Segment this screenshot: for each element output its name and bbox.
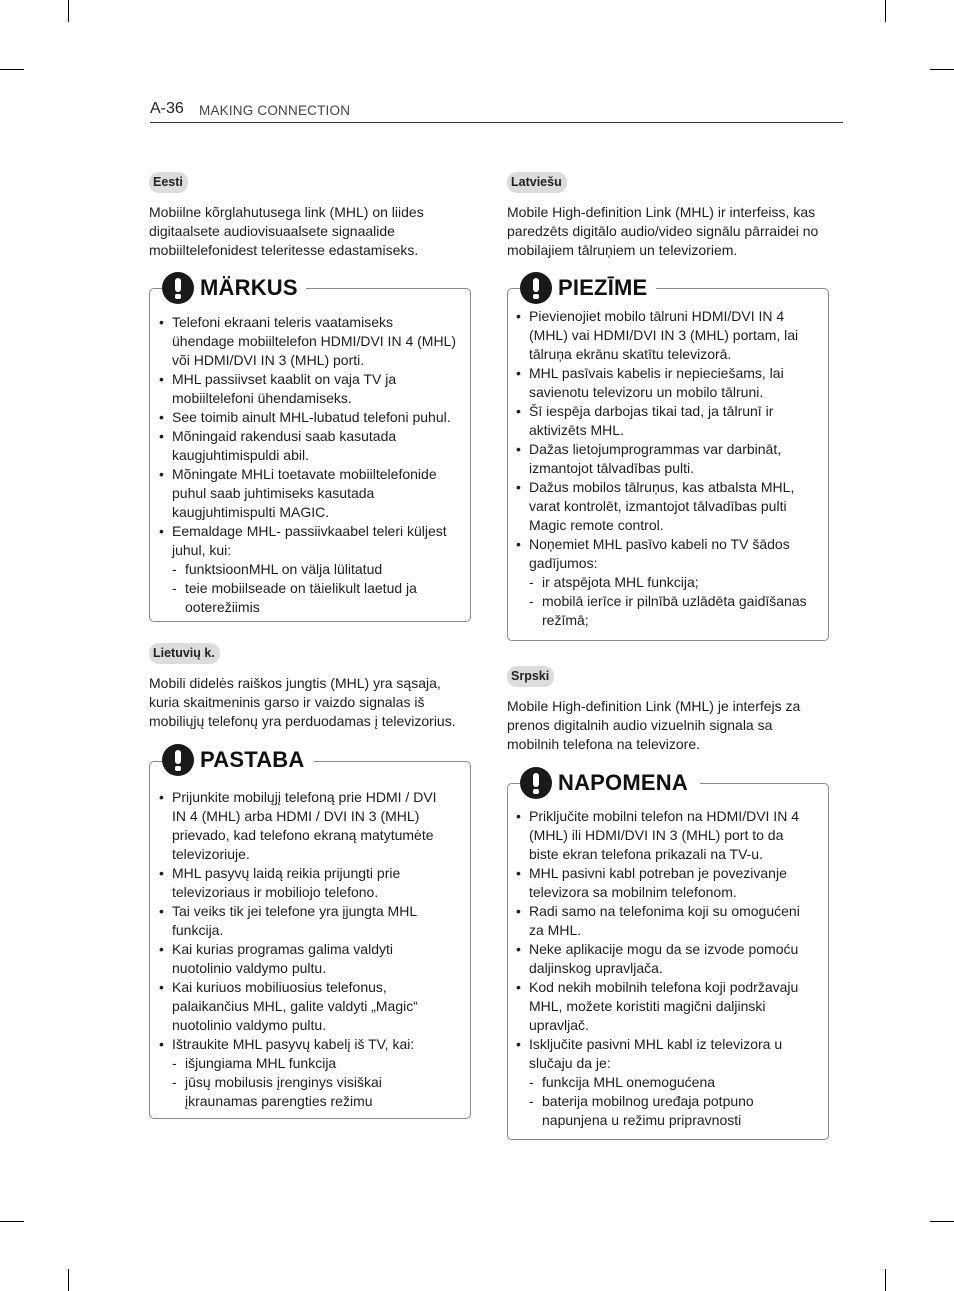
note-list-lithuanian — [159, 788, 451, 1111]
list-item: • Telefoni ekraani teleris vaatamiseks ühendage mobiiltelefon HDMI/DVI IN 4 (MHL) või HDMI/DVI IN 3 (MHL) porti. — [159, 313, 459, 370]
page-number: A-36 — [150, 100, 184, 117]
exclamation-icon — [162, 744, 194, 776]
list-item: • Kai kurias programas galima valdyti nuotolinio valdymo pultu. — [159, 940, 451, 978]
note-title: MÄRKUS — [200, 275, 298, 300]
crop-mark — [930, 69, 954, 70]
list-item: • Dažus mobilos tālruņus, kas atbalsta MHL, varat kontrolēt, izmantojot tālvadības pulti Magic remote control. — [516, 478, 818, 535]
sub-list — [172, 1054, 451, 1111]
list-item-text: Isključite pasivni MHL kabl iz televizora u slučaju da je: — [529, 1036, 783, 1071]
sub-list-item: - mobilā ierīce ir pilnībā uzlādēta gaidīšanas režīmā; — [529, 592, 818, 630]
list-item — [159, 1035, 451, 1111]
sub-list-item: - funkcija MHL onemogućena — [529, 1073, 810, 1092]
list-item: • Pievienojiet mobilo tālruni HDMI/DVI IN 4 (MHL) vai HDMI/DVI IN 3 (MHL) portam, lai tālruņa ekrānu skatītu televizorā. — [516, 307, 818, 364]
list-item: • Tai veiks tik jei telefone yra įjungta MHL funkcija. — [159, 902, 451, 940]
crop-mark — [885, 0, 886, 22]
list-item: • Neke aplikacije mogu da se izvode pomoću daljinskog upravljača. — [516, 940, 810, 978]
language-label-estonian: Eesti — [149, 172, 188, 193]
exclamation-icon — [162, 272, 194, 304]
language-label-lithuanian: Lietuvių k. — [149, 643, 220, 664]
note-header-lithuanian — [162, 744, 314, 778]
crop-mark — [68, 0, 69, 22]
list-item: • MHL pasyvų laidą reikia prijungti prie televizoriaus ir mobiliojo telefono. — [159, 864, 451, 902]
sub-list-item: - jūsų mobilusis įrenginys visiškai įkraunamas parengties režimu — [172, 1073, 451, 1111]
sub-list-item: - funktsioonMHL on välja lülitatud — [172, 560, 459, 579]
note-list-latvian — [516, 307, 818, 630]
list-item: • Kod nekih mobilnih telefona koji podržavaju MHL, možete koristiti magični daljinski upravljač. — [516, 978, 810, 1035]
list-item: • Mõningaid rakendusi saab kasutada kaugjuhtimispuldi abil. — [159, 427, 459, 465]
sub-list-item: - baterija mobilnog uređaja potpuno napunjena u režimu pripravnosti — [529, 1092, 810, 1130]
list-item: • MHL pasivni kabl potreban je povezivanje televizora sa mobilnim telefonom. — [516, 864, 810, 902]
list-item — [516, 1035, 810, 1130]
list-item: • See toimib ainult MHL-lubatud telefoni puhul. — [159, 408, 459, 427]
language-label-serbian: Srpski — [507, 666, 554, 687]
list-item — [516, 535, 818, 630]
sub-list — [172, 560, 459, 617]
list-item — [159, 522, 459, 617]
crop-mark — [0, 69, 24, 70]
list-item: • MHL passiivset kaablit on vaja TV ja mobiiltelefoni ühendamiseks. — [159, 370, 459, 408]
sub-list — [529, 573, 818, 630]
note-title: NAPOMENA — [558, 770, 688, 795]
crop-mark — [885, 1269, 886, 1291]
intro-latvian: Mobile High-definition Link (MHL) ir interfeiss, kas paredzēts digitālo audio/video signālu pārraidei no mobilajiem tālruņiem un televizoriem. — [507, 204, 819, 258]
note-title: PASTABA — [200, 747, 305, 772]
list-item: • Priključite mobilni telefon na HDMI/DVI IN 4 (MHL) ili HDMI/DVI IN 3 (MHL) port to da biste ekran telefona prikazali na TV-u. — [516, 807, 810, 864]
list-item-text: Ištraukite MHL pasyvų kabelį iš TV, kai: — [172, 1036, 415, 1052]
list-item: • Prijunkite mobilųjį telefoną prie HDMI / DVI IN 4 (MHL) arba HDMI / DVI IN 3 (MHL) prievado, kad telefono ekraną matytumėte televizoriuje. — [159, 788, 451, 864]
list-item: • Kai kuriuos mobiliuosius telefonus, palaikančius MHL, galite valdyti „Magic“ nuotolinio valdymo pultu. — [159, 978, 451, 1035]
sub-list-item: - išjungiama MHL funkcija — [172, 1054, 451, 1073]
note-list-serbian — [516, 807, 810, 1130]
sub-list-item: - ir atspējota MHL funkcija; — [529, 573, 818, 592]
language-label-latvian: Latviešu — [507, 172, 567, 193]
list-item: • Radi samo na telefonima koji su omogućeni za MHL. — [516, 902, 810, 940]
intro-serbian: Mobile High-definition Link (MHL) je interfejs za prenos digitalnih audio vizuelnih signala sa mobilnih telefona na televizore. — [507, 698, 801, 752]
intro-lithuanian: Mobili didelės raiškos jungtis (MHL) yra sąsaja, kuria skaitmeninis garso ir vaizdo signalas iš mobiliųjų telefonų yra perduodamas į televizorius. — [149, 675, 456, 729]
page-header — [150, 100, 843, 123]
crop-mark — [0, 1221, 24, 1222]
sub-list-item: - teie mobiilseade on täielikult laetud ja ooterežiimis — [172, 579, 459, 617]
exclamation-icon — [520, 767, 552, 799]
note-header-serbian — [520, 767, 700, 801]
note-header-estonian — [162, 272, 306, 306]
intro-estonian: Mobiilne kõrglahutusega link (MHL) on liides digitaalsete audiovisuaalsete signaalide mobiiltelefonidest teleritesse edastamiseks. — [149, 204, 424, 258]
section-title: MAKING CONNECTION — [199, 103, 351, 118]
list-item: • MHL pasīvais kabelis ir nepieciešams, lai savienotu televizoru un mobilo tālruni. — [516, 364, 818, 402]
note-header-latvian — [520, 272, 656, 306]
list-item: • Mõningate MHLi toetavate mobiiltelefonide puhul saab juhtimiseks kasutada kaugjuhtimispulti MAGIC. — [159, 465, 459, 522]
exclamation-icon — [520, 272, 552, 304]
note-title: PIEZĪME — [558, 275, 648, 300]
list-item: • Šī iespēja darbojas tikai tad, ja tālrunī ir aktivizēts MHL. — [516, 402, 818, 440]
list-item-text: Eemaldage MHL- passiivkaabel teleri küljest juhul, kui: — [172, 523, 447, 558]
crop-mark — [68, 1269, 69, 1291]
crop-mark — [930, 1221, 954, 1222]
sub-list — [529, 1073, 810, 1130]
note-list-estonian — [159, 313, 459, 617]
list-item-text: Noņemiet MHL pasīvo kabeli no TV šādos gadījumos: — [529, 536, 790, 571]
list-item: • Dažas lietojumprogrammas var darbināt, izmantojot tālvadības pulti. — [516, 440, 818, 478]
